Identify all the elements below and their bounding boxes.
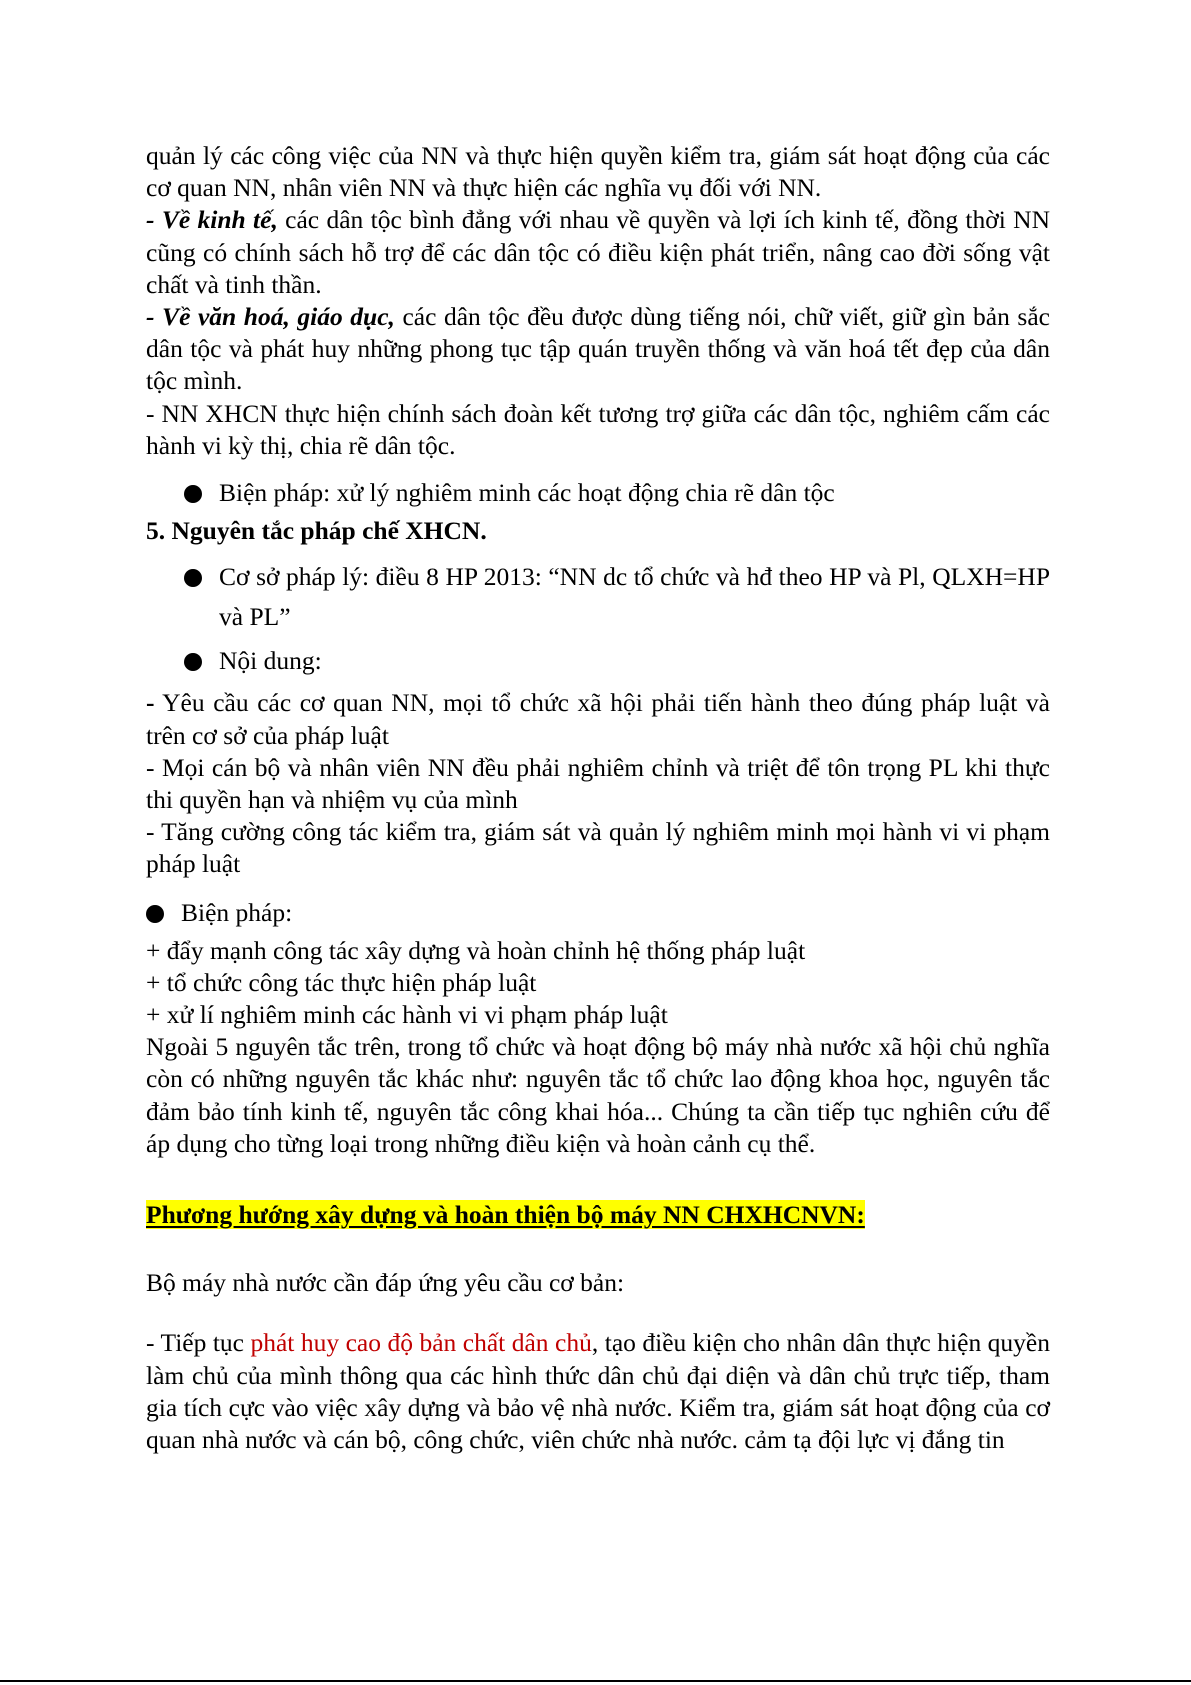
bullet-text: Biện pháp: — [181, 897, 293, 927]
highlighted-heading: Phương hướng xây dựng và hoàn thiện bộ máy NN CHXHCNVN: — [146, 1200, 865, 1230]
bullet-dot-icon — [184, 485, 202, 503]
bottom-rule — [0, 1680, 1191, 1682]
bullet-dot-icon — [146, 905, 164, 923]
culture-lead: - Về văn hoá, giáo dục, — [146, 302, 395, 332]
document-page — [146, 140, 1050, 1456]
paragraph-solidarity: - NN XHCN thực hiện chính sách đoàn kết tương trợ giữa các dân tộc, nghiêm cấm các hành vi kỳ thị, chia rẽ dân tộc. — [146, 398, 1050, 460]
dash: - — [146, 688, 155, 718]
bullet-text: Cơ sở pháp lý: điều 8 HP 2013: “NN dc tổ chức và hđ theo HP và Pl, QLXH=HP và PL” — [219, 562, 1050, 632]
economy-text: các dân tộc bình đẳng với nhau về quyền và lợi ích kinh tế, đồng thời NN cũng có chính sách hỗ trợ để các dân tộc có điều kiện phát triển, nâng cao đời sống vật chất và tinh thần. — [146, 205, 1050, 299]
section-heading — [146, 1199, 1050, 1231]
paragraph-officials: - Mọi cán bộ và nhân viên NN đều phải nghiêm chỉnh và triệt để tôn trọng PL khi thực thi quyền hạn và nhiệm vụ của mình — [146, 752, 1050, 815]
bullet-text: Nội dung: — [219, 646, 322, 676]
paragraph-citizen-rights: quản lý các công việc của NN và thực hiện quyền kiểm tra, giám sát hoạt động của các cơ quan NN, nhân viên NN và thực hiện các nghĩa vụ đối với NN. — [146, 141, 1050, 203]
paragraph-other-principles: Ngoài 5 nguyên tắc trên, trong tổ chức và hoạt động bộ máy nhà nước xã hội chủ nghĩa còn có những nguyên tắc khác như: nguyên tắc tổ chức lao động khoa học, nguyên tắc đảm bảo tính kinh tế, nguyên tắc công khai hóa... Chúng ta cần tiếp tục nghiên cứu để áp dụng cho từng loại trong những điều kiện và hoàn cảnh cụ thể. — [146, 1032, 1050, 1158]
paragraph-requirement — [146, 687, 1050, 751]
paragraph-inspection: - Tăng cường công tác kiểm tra, giám sát và quản lý nghiêm minh mọi hành vi vi phạm pháp luật — [146, 817, 1050, 879]
paragraph-democracy — [146, 1327, 1050, 1456]
culture-text: các dân tộc đều được dùng tiếng nói, chữ viết, giữ gìn bản sắc dân tộc và phát huy những phong tục tập quán truyền thống và văn hoá tết đẹp của dân tộc mình. — [146, 302, 1050, 396]
bullet-dot-icon — [184, 653, 202, 671]
bullet-content — [184, 641, 1050, 681]
paragraph-basic-requirements: Bộ máy nhà nước cần đáp ứng yêu cầu cơ bản: — [146, 1268, 625, 1298]
paragraph-economy — [146, 204, 1050, 301]
bullet-dot-icon — [184, 569, 202, 587]
democracy-text-b: , tạo điều kiện cho nhân dân thực hiện quyền làm chủ của mình thông qua các hình thức dân chủ đại diện và dân chủ trực tiếp, tham gia tích cực vào việc xây dựng và bảo vệ nhà nước. Kiểm tra, giám sát hoạt động của cơ quan nhà nước và cán bộ, công chức, viên chức nhà nước. cảm tạ đội lực vị đắng tin — [146, 1328, 1050, 1455]
requirement-text: Yêu cầu các cơ quan NN, mọi tổ chức xã hội phải tiến hành theo đúng pháp luật và trên cơ sở của pháp luật — [146, 688, 1050, 750]
bullet-measure-ethnic — [184, 477, 1050, 509]
paragraph-culture-education — [146, 301, 1050, 398]
bullet-legal-basis — [184, 557, 1050, 637]
paragraph-measure-2: + tổ chức công tác thực hiện pháp luật — [146, 967, 537, 997]
paragraph-measure-1: + đẩy mạnh công tác xây dựng và hoàn chỉnh hệ thống pháp luật — [146, 935, 806, 965]
bullet-measures — [146, 895, 1050, 931]
economy-lead: - Về kinh tế, — [146, 205, 278, 235]
democracy-red-text: phát huy cao độ bản chất dân chủ — [250, 1328, 592, 1358]
democracy-text-a: - Tiếp tục — [146, 1328, 251, 1358]
paragraph-measure-3: + xử lí nghiêm minh các hành vi vi phạm pháp luật — [146, 1000, 668, 1030]
heading-principle-5: 5. Nguyên tắc pháp chế XHCN. — [146, 516, 487, 546]
bullet-text: Biện pháp: xử lý nghiêm minh các hoạt động chia rẽ dân tộc — [219, 478, 835, 508]
